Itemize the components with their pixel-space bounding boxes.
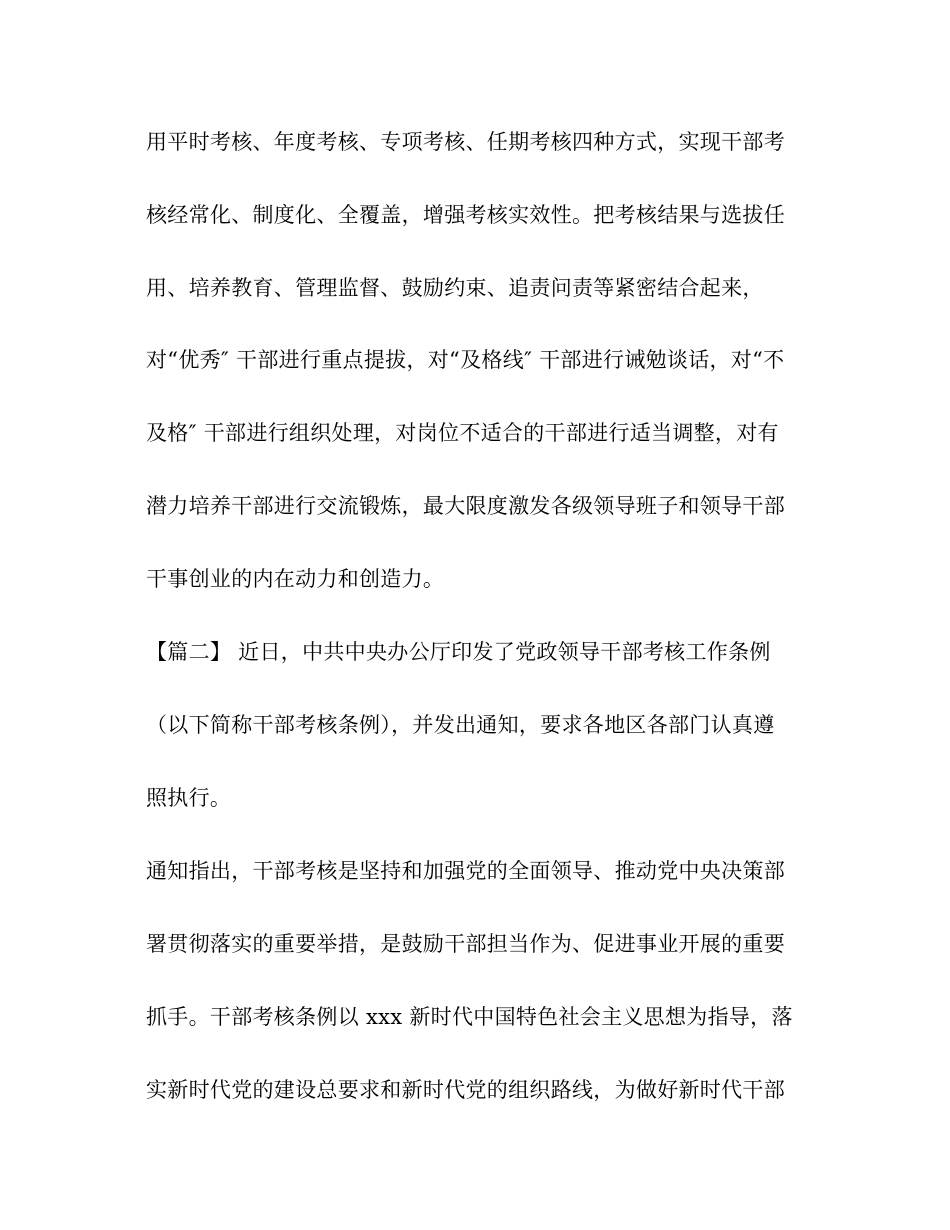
text-line-12: 署贯彻落实的重要举措，是鼓励干部担当作为、促进事业开展的重要 — [146, 932, 785, 956]
text-line-5: 及格″ 干部进行组织处理，对岗位不适合的干部进行适当调整，对有 — [146, 421, 779, 445]
text-line-9: （以下简称干部考核条例），并发出通知，要求各地区各部门认真遵 — [146, 713, 775, 737]
text-line-14: 实新时代党的建设总要求和新时代党的组织路线，为做好新时代干部 — [146, 1078, 785, 1102]
text-line-10: 照执行。 — [146, 786, 232, 810]
text-line-1: 用平时考核、年度考核、专项考核、任期考核四种方式，实现干部考 — [146, 130, 785, 154]
text-line-13: 抓手。干部考核条例以 xxx 新时代中国特色社会主义思想为指导，落 — [146, 1005, 793, 1029]
text-line-11: 通知指出，干部考核是坚持和加强党的全面领导、推动党中央决策部 — [146, 859, 785, 883]
text-line-2: 核经常化、制度化、全覆盖，增强考核实效性。把考核结果与选拔任 — [146, 203, 785, 227]
text-line-7: 干事创业的内在动力和创造力。 — [146, 567, 445, 591]
text-line-4: 对“优秀″ 干部进行重点提拔，对“及格线″ 干部进行诫勉谈话，对“不 — [146, 348, 785, 372]
section-heading-line: 【篇二】 近日，中共中央办公厅印发了党政领导干部考核工作条例 — [146, 640, 771, 664]
text-line-3: 用、培养教育、管理监督、鼓励约束、追责问责等紧密结合起来， — [146, 276, 764, 300]
text-line-6: 潜力培养干部进行交流锻炼，最大限度激发各级领导班子和领导干部 — [146, 494, 785, 518]
